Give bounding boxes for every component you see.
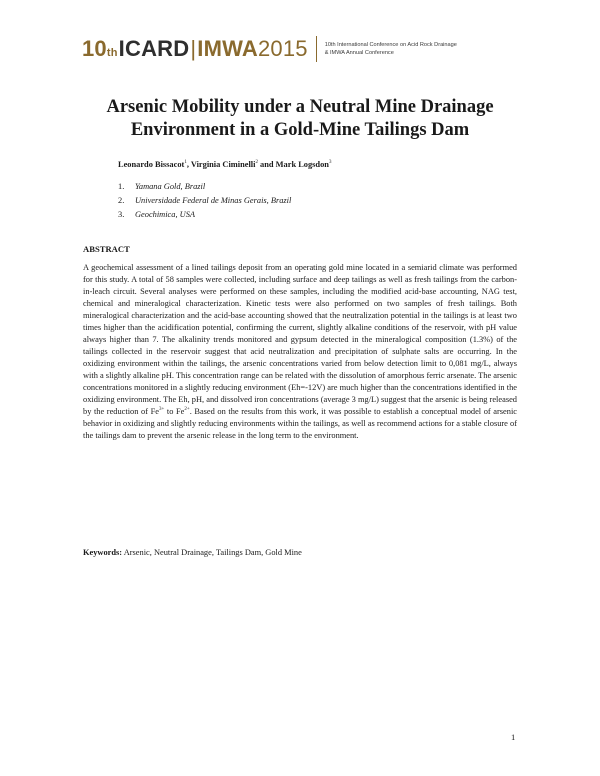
author-3: and Mark Logsdon <box>257 160 329 169</box>
affiliation-item <box>118 208 291 222</box>
affiliation-text: Yamana Gold, Brazil <box>135 182 206 191</box>
affiliation-list <box>118 180 291 222</box>
paper-title-line1: Arsenic Mobility under a Neutral Mine Drainage <box>106 97 494 117</box>
author-3-affil: 3 <box>328 160 332 166</box>
conference-name-line1: 10th International Conference on Acid Rock Drainage <box>324 42 457 48</box>
conference-name-line2: & IMWA Annual Conference <box>324 50 394 56</box>
affiliation-item <box>118 194 291 208</box>
affiliation-number: 2. <box>118 196 125 205</box>
logo-icard: ICARD <box>118 36 190 61</box>
logo-number: 10 <box>82 36 107 61</box>
conference-header <box>82 36 457 62</box>
logo-year: 2015 <box>257 36 308 61</box>
logo-separator: | <box>190 36 197 61</box>
paper-title <box>60 96 540 142</box>
abstract-heading: ABSTRACT <box>83 244 130 254</box>
abstract-superscript-2: 2+ <box>184 407 190 413</box>
author-list <box>118 160 331 169</box>
author-2-affil: 2 <box>255 160 258 166</box>
conference-name <box>325 41 457 57</box>
abstract-text-part1: A geochemical assessment of a lined tailings deposit from an operating gold mine located in a semiarid climate was performed for this study. A total of 58 samples were collected, including surface and deep tailings as well as fresh tailings from the carbon-in-leach circuit. Several analyses were performed on these samples, including the modified acid-base accounting, NAG test, chemical and mineralogical characterization. Kinetic tests were also performed on two samples of fresh tailings. Both mineralogical characterization and the acid-base accounting showed that the neutralization potential in the tailings is at least two times higher than the acidification potential, confirming the current, slightly alkaline conditions of the reservoir, with pH value always higher than 7. The alkalinity trends monitored and gypsum detected in the mineralogical composition (1.3%) of the tailings collected in the reservoir suggest that acid neutralization and precipitation of sulphate salts are occurring. In the oxidizing environment within the tailings, the arsenic concentrations varied from below detection limit to 0,081 mg/L, always with a slightly alkaline pH. This concentration range can be related with the dissolution of amorphous ferric arsenate. The arsenic concentrations monitored in a slightly reducing environment (Eh=-12V) are much higher than the concentrations identified in the oxidizing environment. The Eh, pH, and dissolved iron concentrations (average 3 mg/L) suggest that the arsenic is being released by the reduction of Fe <box>83 263 517 416</box>
affiliation-number: 3. <box>118 210 125 219</box>
author-1: Leonardo Bissacot <box>118 160 185 169</box>
affiliation-number: 1. <box>118 182 125 191</box>
keywords-text: Arsenic, Neutral Drainage, Tailings Dam, Gold Mine <box>122 548 302 557</box>
logo-imwa: IMWA <box>197 36 258 61</box>
abstract-text-part2: to Fe <box>164 407 185 416</box>
page-number: 1 <box>511 732 516 742</box>
conference-logo <box>82 36 308 62</box>
abstract-body <box>83 262 517 442</box>
author-2: , Virginia Ciminelli <box>186 160 256 169</box>
affiliation-text: Geochimica, USA <box>135 210 196 219</box>
logo-ordinal: th <box>106 47 118 59</box>
paper-title-line2: Environment in a Gold-Mine Tailings Dam <box>130 120 470 140</box>
abstract-superscript-1: 3+ <box>158 407 165 413</box>
keywords <box>83 548 302 557</box>
affiliation-item <box>118 180 291 194</box>
author-1-affil: 1 <box>184 160 187 166</box>
header-divider <box>316 36 317 62</box>
keywords-label: Keywords: <box>83 548 123 557</box>
abstract-text-part3: . Based on the results from this work, it was possible to establish a conceptual model of arsenic behavior in oxidizing and slightly reducing environments within the tailings, as well as recommend actions for a stable closure of the tailings dam to prevent the arsenic release in the long term to the environment. <box>83 407 517 440</box>
affiliation-text: Universidade Federal de Minas Gerais, Brazil <box>135 196 292 205</box>
